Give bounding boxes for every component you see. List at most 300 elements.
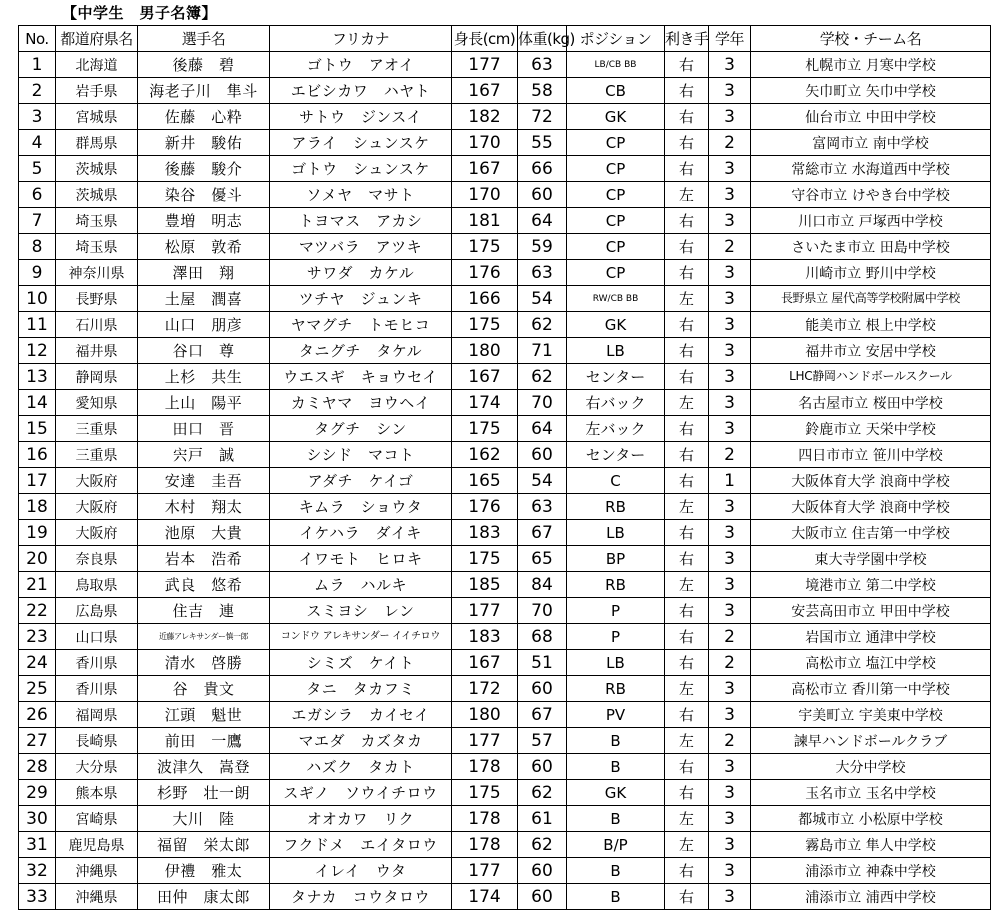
cell-no: 8 <box>19 234 56 260</box>
cell-weight: 62 <box>518 832 567 858</box>
cell-grade: 3 <box>709 156 751 182</box>
cell-position: GK <box>567 104 665 130</box>
cell-grade: 3 <box>709 806 751 832</box>
cell-grade: 3 <box>709 780 751 806</box>
cell-dominant-hand: 右 <box>665 702 709 728</box>
header-prefecture: 都道府県名 <box>56 26 138 52</box>
cell-dominant-hand: 右 <box>665 104 709 130</box>
cell-grade: 3 <box>709 78 751 104</box>
cell-position: RB <box>567 572 665 598</box>
cell-school: 大阪体育大学 浪商中学校 <box>751 468 991 494</box>
cell-prefecture: 鹿児島県 <box>56 832 138 858</box>
cell-dominant-hand: 右 <box>665 260 709 286</box>
cell-no: 17 <box>19 468 56 494</box>
cell-weight: 62 <box>518 364 567 390</box>
cell-height: 176 <box>452 260 518 286</box>
cell-no: 20 <box>19 546 56 572</box>
header-dominant-hand: 利き手 <box>665 26 709 52</box>
cell-height: 182 <box>452 104 518 130</box>
cell-grade: 3 <box>709 312 751 338</box>
cell-height: 175 <box>452 546 518 572</box>
table-row <box>19 156 991 182</box>
cell-weight: 61 <box>518 806 567 832</box>
header-player-name: 選手名 <box>138 26 270 52</box>
cell-prefecture: 岩手県 <box>56 78 138 104</box>
cell-no: 7 <box>19 208 56 234</box>
cell-prefecture: 群馬県 <box>56 130 138 156</box>
cell-height: 177 <box>452 728 518 754</box>
cell-no: 12 <box>19 338 56 364</box>
cell-grade: 3 <box>709 286 751 312</box>
cell-position: P <box>567 598 665 624</box>
table-row <box>19 182 991 208</box>
cell-dominant-hand: 左 <box>665 286 709 312</box>
cell-weight: 63 <box>518 260 567 286</box>
cell-prefecture: 福岡県 <box>56 702 138 728</box>
cell-height: 183 <box>452 624 518 650</box>
table-row <box>19 858 991 884</box>
cell-weight: 64 <box>518 208 567 234</box>
cell-weight: 60 <box>518 858 567 884</box>
cell-prefecture: 茨城県 <box>56 156 138 182</box>
cell-school: 名古屋市立 桜田中学校 <box>751 390 991 416</box>
cell-furigana: トヨマス アカシ <box>270 208 452 234</box>
header-height: 身長(cm) <box>452 26 518 52</box>
cell-school: 鈴鹿市立 天栄中学校 <box>751 416 991 442</box>
cell-height: 183 <box>452 520 518 546</box>
cell-player-name: 土屋 潤喜 <box>138 286 270 312</box>
cell-dominant-hand: 左 <box>665 806 709 832</box>
cell-dominant-hand: 右 <box>665 624 709 650</box>
cell-no: 22 <box>19 598 56 624</box>
cell-furigana: ウエスギ キョウセイ <box>270 364 452 390</box>
cell-player-name: 前田 一鷹 <box>138 728 270 754</box>
cell-player-name: 波津久 嵩登 <box>138 754 270 780</box>
cell-player-name: 杉野 壮一朗 <box>138 780 270 806</box>
cell-height: 162 <box>452 442 518 468</box>
cell-height: 175 <box>452 234 518 260</box>
cell-weight: 71 <box>518 338 567 364</box>
cell-dominant-hand: 右 <box>665 234 709 260</box>
cell-furigana: サトウ ジンスイ <box>270 104 452 130</box>
cell-school: さいたま市立 田島中学校 <box>751 234 991 260</box>
cell-player-name: 山口 朋彦 <box>138 312 270 338</box>
table-row <box>19 650 991 676</box>
cell-no: 25 <box>19 676 56 702</box>
cell-dominant-hand: 右 <box>665 754 709 780</box>
cell-grade: 3 <box>709 390 751 416</box>
cell-furigana: イケハラ ダイキ <box>270 520 452 546</box>
cell-furigana: タグチ シン <box>270 416 452 442</box>
cell-grade: 3 <box>709 104 751 130</box>
cell-prefecture: 長野県 <box>56 286 138 312</box>
table-row <box>19 338 991 364</box>
cell-height: 175 <box>452 312 518 338</box>
cell-dominant-hand: 右 <box>665 338 709 364</box>
table-row <box>19 702 991 728</box>
cell-grade: 2 <box>709 728 751 754</box>
cell-position: RB <box>567 494 665 520</box>
cell-weight: 55 <box>518 130 567 156</box>
cell-player-name: 岩本 浩希 <box>138 546 270 572</box>
cell-furigana: タナカ コウタロウ <box>270 884 452 910</box>
cell-school: 諫早ハンドボールクラブ <box>751 728 991 754</box>
cell-weight: 54 <box>518 468 567 494</box>
cell-player-name: 大川 陸 <box>138 806 270 832</box>
cell-position: P <box>567 624 665 650</box>
cell-furigana: イワモト ヒロキ <box>270 546 452 572</box>
cell-furigana: オオカワ リク <box>270 806 452 832</box>
cell-no: 14 <box>19 390 56 416</box>
cell-prefecture: 神奈川県 <box>56 260 138 286</box>
cell-prefecture: 奈良県 <box>56 546 138 572</box>
cell-dominant-hand: 右 <box>665 884 709 910</box>
header-grade: 学年 <box>709 26 751 52</box>
cell-weight: 60 <box>518 182 567 208</box>
cell-player-name: 伊禮 雅太 <box>138 858 270 884</box>
table-row <box>19 780 991 806</box>
cell-dominant-hand: 右 <box>665 650 709 676</box>
cell-furigana: ヤマグチ トモヒコ <box>270 312 452 338</box>
table-row <box>19 494 991 520</box>
cell-furigana: イレイ ウタ <box>270 858 452 884</box>
cell-position: PV <box>567 702 665 728</box>
cell-weight: 65 <box>518 546 567 572</box>
cell-grade: 3 <box>709 572 751 598</box>
cell-player-name: 上杉 共生 <box>138 364 270 390</box>
cell-furigana: ゴトウ シュンスケ <box>270 156 452 182</box>
cell-position: CP <box>567 182 665 208</box>
cell-no: 28 <box>19 754 56 780</box>
cell-school: 大阪体育大学 浪商中学校 <box>751 494 991 520</box>
cell-grade: 3 <box>709 702 751 728</box>
cell-player-name: 豊増 明志 <box>138 208 270 234</box>
cell-height: 181 <box>452 208 518 234</box>
cell-height: 166 <box>452 286 518 312</box>
table-row <box>19 546 991 572</box>
cell-school: 玉名市立 玉名中学校 <box>751 780 991 806</box>
cell-prefecture: 三重県 <box>56 416 138 442</box>
cell-prefecture: 北海道 <box>56 52 138 78</box>
cell-furigana: タニグチ タケル <box>270 338 452 364</box>
cell-prefecture: 大阪府 <box>56 494 138 520</box>
cell-no: 19 <box>19 520 56 546</box>
cell-grade: 2 <box>709 624 751 650</box>
cell-player-name: 新井 駿佑 <box>138 130 270 156</box>
cell-height: 178 <box>452 806 518 832</box>
table-row <box>19 806 991 832</box>
table-row <box>19 728 991 754</box>
cell-player-name: 江頭 魁世 <box>138 702 270 728</box>
table-row <box>19 468 991 494</box>
cell-no: 32 <box>19 858 56 884</box>
cell-school: 能美市立 根上中学校 <box>751 312 991 338</box>
cell-prefecture: 宮城県 <box>56 104 138 130</box>
cell-prefecture: 鳥取県 <box>56 572 138 598</box>
cell-weight: 60 <box>518 676 567 702</box>
cell-height: 180 <box>452 702 518 728</box>
cell-prefecture: 山口県 <box>56 624 138 650</box>
cell-position: B <box>567 728 665 754</box>
table-row <box>19 754 991 780</box>
cell-position: CB <box>567 78 665 104</box>
table-row <box>19 234 991 260</box>
cell-furigana: シミズ ケイト <box>270 650 452 676</box>
header-no: No. <box>19 26 56 52</box>
cell-grade: 3 <box>709 416 751 442</box>
table-row <box>19 364 991 390</box>
cell-position: CP <box>567 208 665 234</box>
cell-dominant-hand: 右 <box>665 364 709 390</box>
cell-prefecture: 埼玉県 <box>56 208 138 234</box>
cell-dominant-hand: 左 <box>665 676 709 702</box>
cell-no: 27 <box>19 728 56 754</box>
cell-dominant-hand: 右 <box>665 468 709 494</box>
cell-no: 15 <box>19 416 56 442</box>
cell-school: 境港市立 第二中学校 <box>751 572 991 598</box>
cell-prefecture: 大分県 <box>56 754 138 780</box>
cell-school: 浦添市立 浦西中学校 <box>751 884 991 910</box>
table-row <box>19 572 991 598</box>
cell-weight: 57 <box>518 728 567 754</box>
cell-position: BP <box>567 546 665 572</box>
cell-dominant-hand: 左 <box>665 494 709 520</box>
cell-furigana: アライ シュンスケ <box>270 130 452 156</box>
cell-prefecture: 香川県 <box>56 650 138 676</box>
cell-school: 守谷市立 けやき台中学校 <box>751 182 991 208</box>
cell-weight: 66 <box>518 156 567 182</box>
cell-furigana: カミヤマ ヨウヘイ <box>270 390 452 416</box>
cell-furigana: マツバラ アツキ <box>270 234 452 260</box>
cell-height: 172 <box>452 676 518 702</box>
cell-school: 川崎市立 野川中学校 <box>751 260 991 286</box>
table-row <box>19 624 991 650</box>
cell-prefecture: 茨城県 <box>56 182 138 208</box>
cell-position: C <box>567 468 665 494</box>
cell-position: LB/CB BB <box>567 52 665 78</box>
cell-no: 21 <box>19 572 56 598</box>
table-row <box>19 52 991 78</box>
cell-dominant-hand: 左 <box>665 728 709 754</box>
cell-weight: 67 <box>518 520 567 546</box>
cell-no: 5 <box>19 156 56 182</box>
cell-grade: 3 <box>709 494 751 520</box>
cell-school: 長野県立 屋代高等学校附属中学校 <box>751 286 991 312</box>
cell-position: センター <box>567 364 665 390</box>
cell-dominant-hand: 右 <box>665 156 709 182</box>
cell-furigana: ムラ ハルキ <box>270 572 452 598</box>
cell-school: 岩国市立 通津中学校 <box>751 624 991 650</box>
cell-no: 9 <box>19 260 56 286</box>
cell-prefecture: 福井県 <box>56 338 138 364</box>
cell-no: 6 <box>19 182 56 208</box>
table-row <box>19 598 991 624</box>
cell-furigana: タニ タカフミ <box>270 676 452 702</box>
cell-height: 178 <box>452 754 518 780</box>
table-row <box>19 520 991 546</box>
table-row <box>19 416 991 442</box>
cell-grade: 3 <box>709 884 751 910</box>
cell-furigana: コンドウ アレキサンダー イイチロウ <box>270 624 452 650</box>
cell-school: 大分中学校 <box>751 754 991 780</box>
cell-school: LHC静岡ハンドボールスクール <box>751 364 991 390</box>
cell-prefecture: 大阪府 <box>56 468 138 494</box>
cell-no: 2 <box>19 78 56 104</box>
cell-position: 左バック <box>567 416 665 442</box>
cell-height: 177 <box>452 52 518 78</box>
table-row <box>19 442 991 468</box>
cell-position: GK <box>567 780 665 806</box>
cell-school: 高松市立 香川第一中学校 <box>751 676 991 702</box>
cell-furigana: ツチヤ ジュンキ <box>270 286 452 312</box>
cell-height: 185 <box>452 572 518 598</box>
header-weight: 体重(kg) <box>518 26 567 52</box>
cell-grade: 2 <box>709 130 751 156</box>
cell-player-name: 武良 悠希 <box>138 572 270 598</box>
cell-prefecture: 大阪府 <box>56 520 138 546</box>
cell-school: 霧島市立 隼人中学校 <box>751 832 991 858</box>
table-row <box>19 884 991 910</box>
cell-school: 四日市市立 笹川中学校 <box>751 442 991 468</box>
cell-player-name: 安達 圭吾 <box>138 468 270 494</box>
cell-height: 165 <box>452 468 518 494</box>
cell-weight: 58 <box>518 78 567 104</box>
cell-player-name: 上山 陽平 <box>138 390 270 416</box>
cell-position: CP <box>567 130 665 156</box>
header-row <box>19 26 991 52</box>
table-row <box>19 832 991 858</box>
cell-grade: 2 <box>709 650 751 676</box>
cell-player-name: 木村 翔太 <box>138 494 270 520</box>
cell-player-name: 澤田 翔 <box>138 260 270 286</box>
cell-position: LB <box>567 338 665 364</box>
cell-no: 33 <box>19 884 56 910</box>
cell-grade: 3 <box>709 676 751 702</box>
cell-no: 31 <box>19 832 56 858</box>
cell-furigana: アダチ ケイゴ <box>270 468 452 494</box>
cell-furigana: フクドメ エイタロウ <box>270 832 452 858</box>
cell-position: CP <box>567 260 665 286</box>
cell-grade: 3 <box>709 208 751 234</box>
cell-grade: 3 <box>709 598 751 624</box>
table-row <box>19 208 991 234</box>
cell-school: 浦添市立 神森中学校 <box>751 858 991 884</box>
cell-grade: 3 <box>709 338 751 364</box>
cell-prefecture: 香川県 <box>56 676 138 702</box>
cell-height: 177 <box>452 598 518 624</box>
cell-height: 170 <box>452 130 518 156</box>
cell-no: 23 <box>19 624 56 650</box>
cell-player-name: 田口 晋 <box>138 416 270 442</box>
cell-weight: 84 <box>518 572 567 598</box>
cell-grade: 3 <box>709 754 751 780</box>
cell-position: B <box>567 858 665 884</box>
cell-weight: 72 <box>518 104 567 130</box>
cell-school: 福井市立 安居中学校 <box>751 338 991 364</box>
cell-height: 170 <box>452 182 518 208</box>
cell-no: 16 <box>19 442 56 468</box>
table-row <box>19 260 991 286</box>
cell-player-name: 後藤 碧 <box>138 52 270 78</box>
cell-height: 176 <box>452 494 518 520</box>
cell-player-name: 宍戸 誠 <box>138 442 270 468</box>
page-title: 【中学生 男子名簿】 <box>62 4 218 22</box>
cell-player-name: 清水 啓勝 <box>138 650 270 676</box>
cell-no: 13 <box>19 364 56 390</box>
cell-no: 3 <box>19 104 56 130</box>
cell-weight: 64 <box>518 416 567 442</box>
cell-school: 都城市立 小松原中学校 <box>751 806 991 832</box>
cell-position: RB <box>567 676 665 702</box>
cell-position: RW/CB BB <box>567 286 665 312</box>
cell-furigana: ゴトウ アオイ <box>270 52 452 78</box>
cell-height: 174 <box>452 390 518 416</box>
cell-height: 167 <box>452 156 518 182</box>
header-position: ポジション <box>567 26 665 52</box>
cell-height: 175 <box>452 416 518 442</box>
cell-prefecture: 宮崎県 <box>56 806 138 832</box>
cell-grade: 3 <box>709 260 751 286</box>
table-row <box>19 390 991 416</box>
cell-weight: 68 <box>518 624 567 650</box>
roster-table <box>18 25 991 910</box>
cell-weight: 70 <box>518 390 567 416</box>
cell-school: 高松市立 塩江中学校 <box>751 650 991 676</box>
cell-no: 24 <box>19 650 56 676</box>
cell-height: 178 <box>452 832 518 858</box>
cell-school: 安芸高田市立 甲田中学校 <box>751 598 991 624</box>
cell-height: 180 <box>452 338 518 364</box>
table-row <box>19 130 991 156</box>
cell-school: 川口市立 戸塚西中学校 <box>751 208 991 234</box>
cell-position: 右バック <box>567 390 665 416</box>
cell-player-name: 住吉 連 <box>138 598 270 624</box>
cell-weight: 63 <box>518 52 567 78</box>
cell-furigana: ソメヤ マサト <box>270 182 452 208</box>
cell-grade: 3 <box>709 520 751 546</box>
cell-grade: 3 <box>709 858 751 884</box>
cell-position: GK <box>567 312 665 338</box>
header-school: 学校・チーム名 <box>751 26 991 52</box>
cell-dominant-hand: 左 <box>665 182 709 208</box>
cell-player-name: 後藤 駿介 <box>138 156 270 182</box>
cell-school: 宇美町立 宇美東中学校 <box>751 702 991 728</box>
cell-school: 富岡市立 南中学校 <box>751 130 991 156</box>
cell-school: 矢巾町立 矢巾中学校 <box>751 78 991 104</box>
cell-grade: 3 <box>709 364 751 390</box>
cell-position: CP <box>567 234 665 260</box>
cell-height: 175 <box>452 780 518 806</box>
cell-position: センター <box>567 442 665 468</box>
cell-dominant-hand: 右 <box>665 130 709 156</box>
cell-weight: 63 <box>518 494 567 520</box>
cell-dominant-hand: 右 <box>665 208 709 234</box>
cell-furigana: キムラ ショウタ <box>270 494 452 520</box>
cell-furigana: サワダ カケル <box>270 260 452 286</box>
cell-height: 167 <box>452 364 518 390</box>
cell-dominant-hand: 右 <box>665 416 709 442</box>
cell-furigana: スミヨシ レン <box>270 598 452 624</box>
cell-position: LB <box>567 520 665 546</box>
cell-height: 177 <box>452 858 518 884</box>
table-row <box>19 78 991 104</box>
cell-dominant-hand: 右 <box>665 520 709 546</box>
cell-no: 18 <box>19 494 56 520</box>
cell-school: 東大寺学園中学校 <box>751 546 991 572</box>
cell-prefecture: 広島県 <box>56 598 138 624</box>
cell-grade: 1 <box>709 468 751 494</box>
cell-no: 4 <box>19 130 56 156</box>
